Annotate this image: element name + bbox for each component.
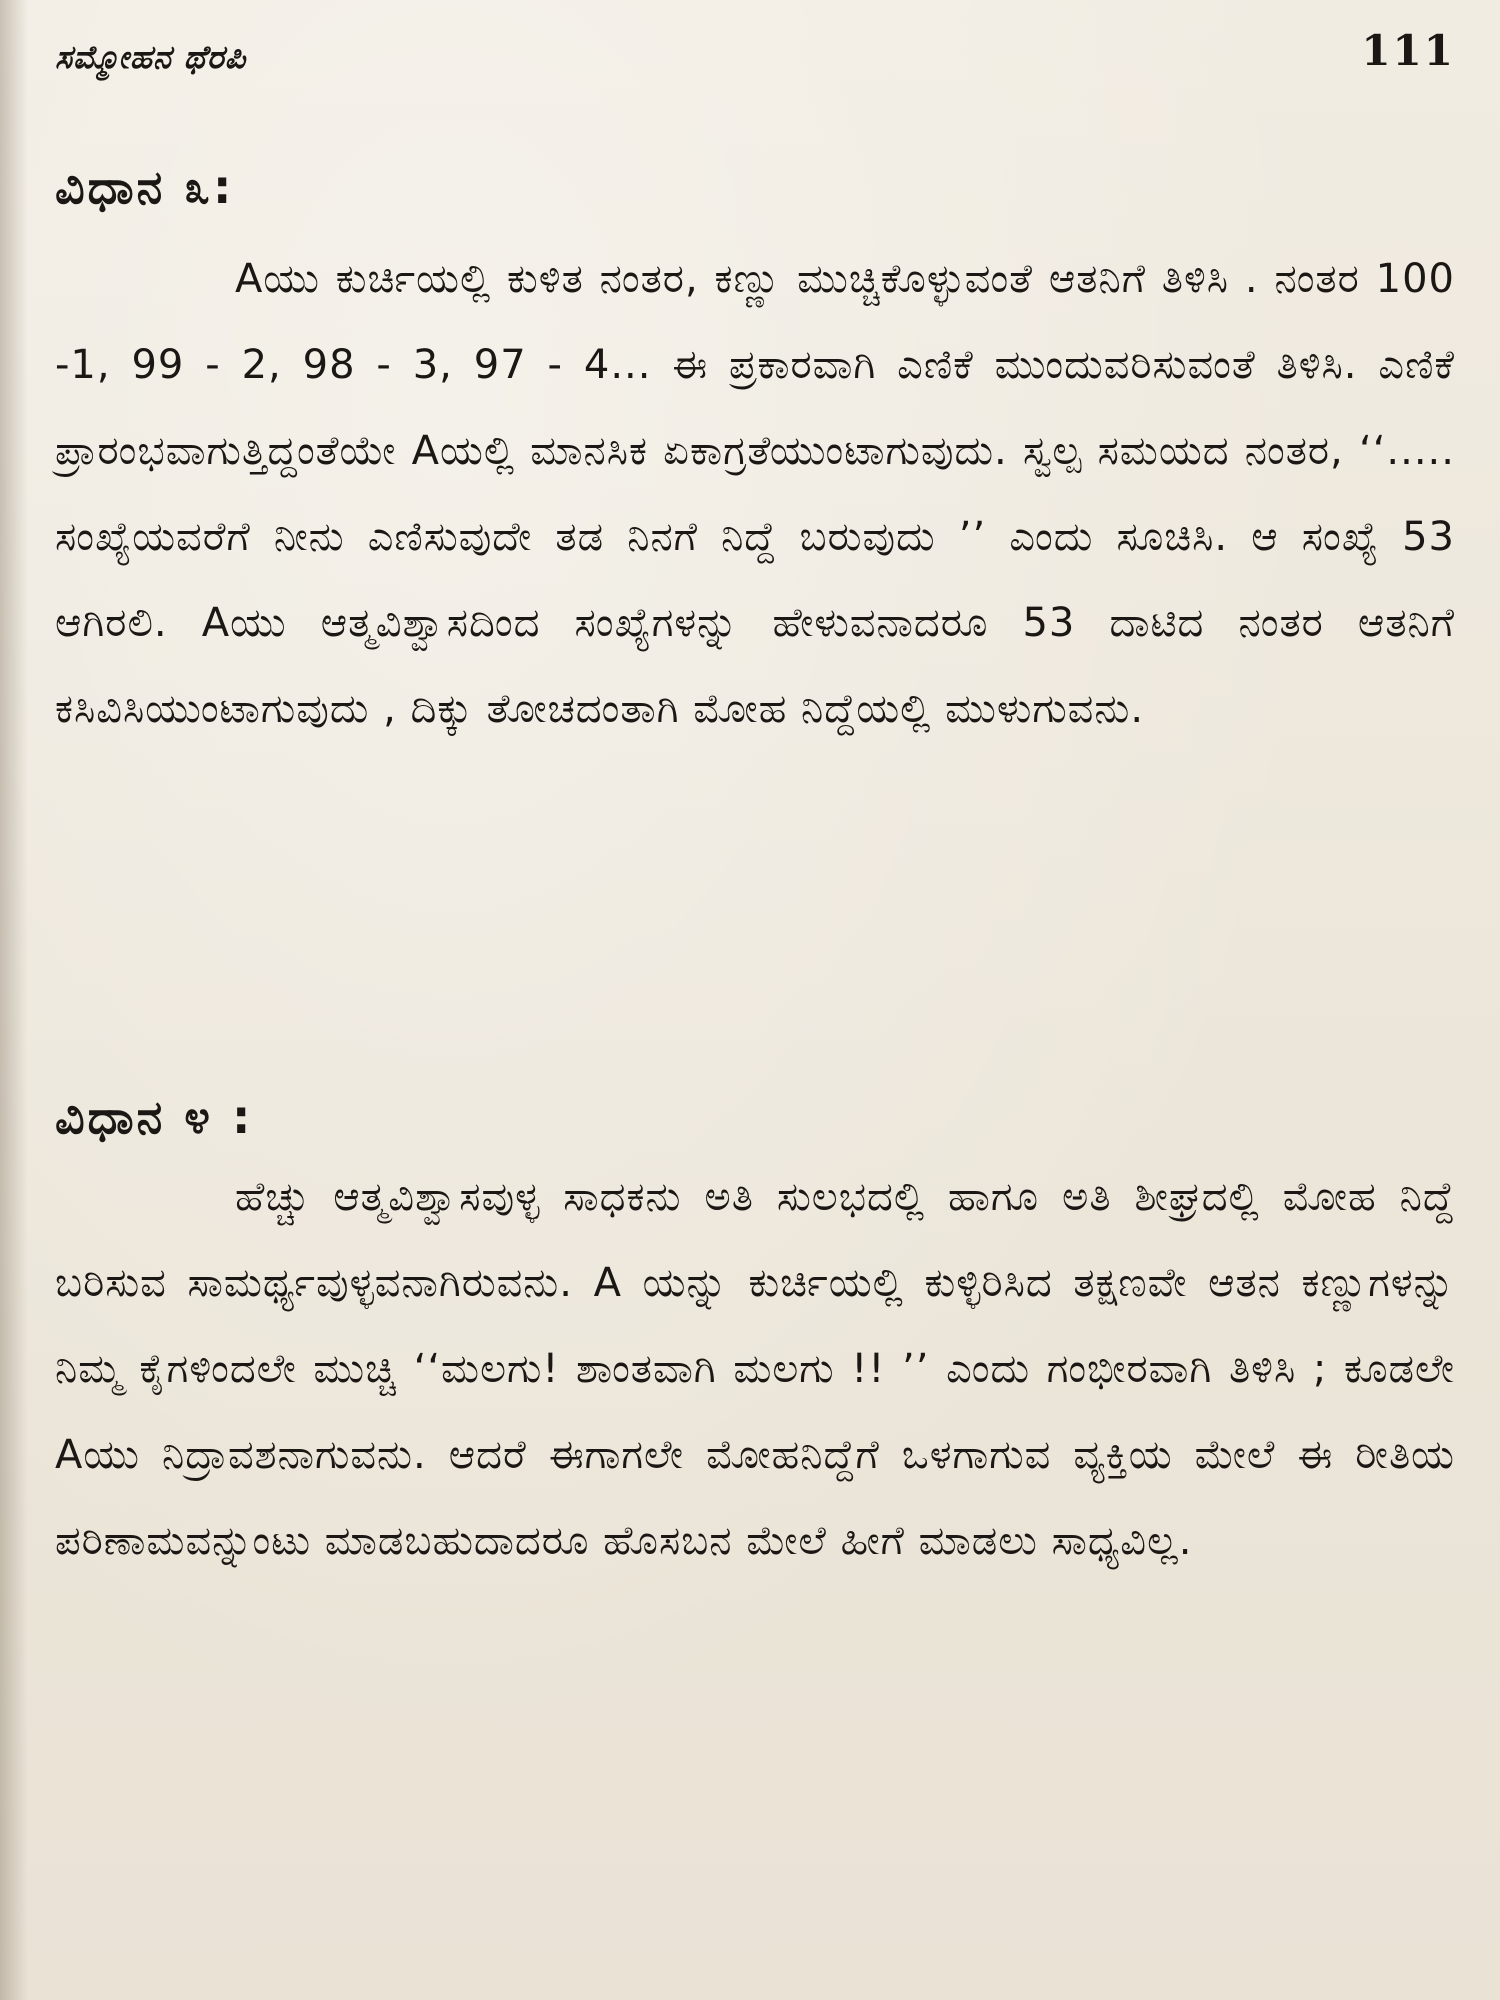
running-title: ಸಮ್ಮೋಹನ ಥೆರಪಿ xyxy=(55,38,247,76)
section-heading: ವಿಧಾನ ೩: xyxy=(55,160,235,214)
section-heading: ವಿಧಾನ ೪ : xyxy=(55,1090,254,1144)
section-paragraph: Aಯು ಕುರ್ಚಿಯಲ್ಲಿ ಕುಳಿತ ನಂತರ, ಕಣ್ಣು ಮುಚ್ಚಿಕೊಳ್ಳುವಂತೆ ಆತನಿಗೆ ತಿಳಿಸಿ . ನಂತರ 100 -1, 99 - 2, 98 - 3, 97 - 4... ಈ ಪ್ರಕಾರವಾಗಿ ಎಣಿಕೆ ಮುಂದುವರಿಸುವಂತೆ ತಿಳಿಸಿ. ಎಣಿಕೆ ಪ್ರಾರಂಭವಾಗುತ್ತಿದ್ದಂತೆಯೇ Aಯಲ್ಲಿ ಮಾನಸಿಕ ಏಕಾಗ್ರತೆಯುಂಟಾಗುವುದು. ಸ್ವಲ್ಪ ಸಮಯದ ನಂತರ, ‘‘..... ಸಂಖ್ಯೆಯವರೆಗೆ ನೀನು ಎಣಿಸುವುದೇ ತಡ ನಿನಗೆ ನಿದ್ದೆ ಬರುವುದು ’’ ಎಂದು ಸೂಚಿಸಿ. ಆ ಸಂಖ್ಯೆ 53 ಆಗಿರಲಿ. Aಯು ಆತ್ಮವಿಶ್ವಾಸದಿಂದ ಸಂಖ್ಯೆಗಳನ್ನು ಹೇಳುವನಾದರೂ 53 ದಾಟಿದ ನಂತರ ಆತನಿಗೆ ಕಸಿವಿಸಿಯುಂಟಾಗುವುದು , ದಿಕ್ಕು ತೋಚದಂತಾಗಿ ಮೋಹ ನಿದ್ದೆಯಲ್ಲಿ ಮುಳುಗುವನು. xyxy=(55,256,1455,732)
section-method-3 xyxy=(55,160,1455,752)
spine-shadow xyxy=(0,0,28,2000)
section-paragraph: ಹೆಚ್ಚು ಆತ್ಮವಿಶ್ವಾಸವುಳ್ಳ ಸಾಧಕನು ಅತಿ ಸುಲಭದಲ್ಲಿ ಹಾಗೂ ಅತಿ ಶೀಘ್ರದಲ್ಲಿ ಮೋಹ ನಿದ್ದೆ ಬರಿಸುವ ಸಾಮರ್ಥ್ಯವುಳ್ಳವನಾಗಿರುವನು. A ಯನ್ನು ಕುರ್ಚಿಯಲ್ಲಿ ಕುಳ್ಳಿರಿಸಿದ ತಕ್ಷಣವೇ ಆತನ ಕಣ್ಣುಗಳನ್ನು ನಿಮ್ಮ ಕೈಗಳಿಂದಲೇ ಮುಚ್ಚಿ ‘‘ಮಲಗು! ಶಾಂತವಾಗಿ ಮಲಗು !! ’’ ಎಂದು ಗಂಭೀರವಾಗಿ ತಿಳಿಸಿ ; ಕೂಡಲೇ Aಯು ನಿದ್ರಾವಶನಾಗುವನು. ಆದರೆ ಈಗಾಗಲೇ ಮೋಹನಿದ್ದೆಗೆ ಒಳಗಾಗುವ ವ್ಯಕ್ತಿಯ ಮೇಲೆ ಈ ರೀತಿಯ ಪರಿಣಾಮವನ್ನುಂಟು ಮಾಡಬಹುದಾದರೂ ಹೊಸಬನ ಮೇಲೆ ಹೀಗೆ ಮಾಡಲು ಸಾಧ್ಯವಿಲ್ಲ. xyxy=(55,1174,1455,1564)
section-method-4 xyxy=(55,1090,1455,1584)
page-number: 111 xyxy=(1361,26,1455,75)
